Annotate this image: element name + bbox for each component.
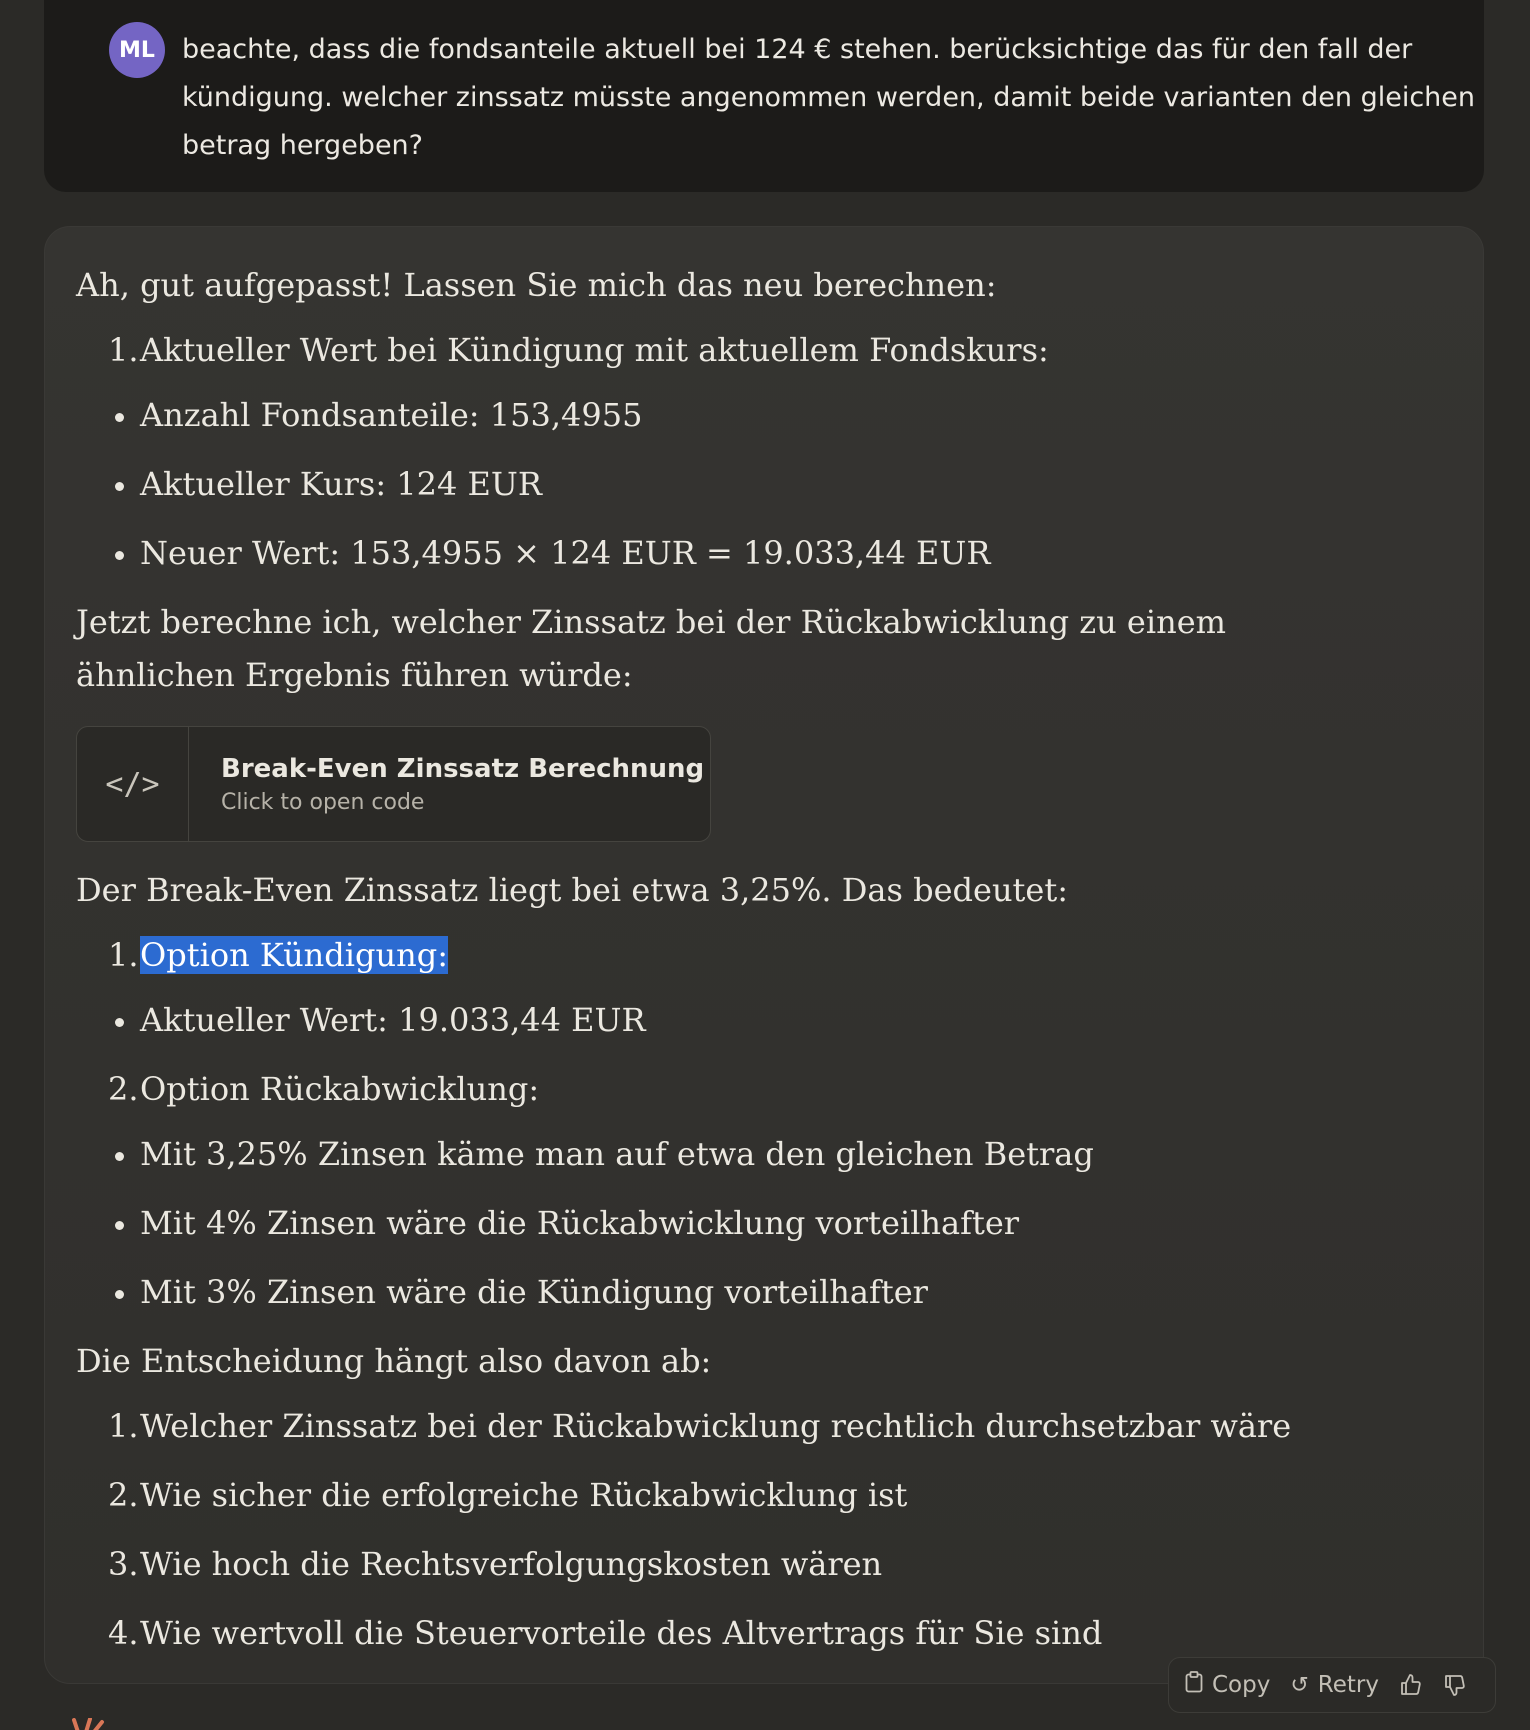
assistant-content — [76, 259, 1456, 1672]
bullet-dot — [115, 551, 124, 560]
list-text: Wie wertvoll die Steuervorteile des Altvertrags für Sie sind — [140, 1614, 1103, 1652]
thumbs-down-icon — [1443, 1673, 1467, 1697]
bullet-text: Mit 4% Zinsen wäre die Rückabwicklung vorteilhafter — [140, 1204, 1020, 1242]
user-message-text: beachte, dass die fondsanteile aktuell bei 124 € stehen. berücksichtige das für den fall der kündigung. welcher zinssatz müsste angenommen werden, damit beide varianten den gleichen betrag hergeben? — [182, 34, 1476, 161]
list-item — [76, 324, 1456, 377]
bullet-item — [76, 1266, 1456, 1319]
bullet-text: Mit 3% Zinsen wäre die Kündigung vorteilhafter — [140, 1273, 928, 1311]
selected-text: Option Kündigung: — [140, 936, 448, 974]
artifact-title: Break-Even Zinssatz Berechnung — [221, 754, 705, 784]
bullet-item — [76, 1128, 1456, 1181]
claude-logo-icon — [72, 1716, 116, 1730]
list-text: Welcher Zinssatz bei der Rückabwicklung rechtlich durchsetzbar wäre — [140, 1407, 1292, 1445]
thumbs-up-icon — [1399, 1673, 1423, 1697]
bullet-text: Anzahl Fondsanteile: 153,4955 — [140, 396, 643, 434]
bullet-item — [76, 1197, 1456, 1250]
bullet-item — [76, 458, 1456, 511]
bullet-dot — [115, 482, 124, 491]
bullet-dot — [115, 1152, 124, 1161]
list-text: Aktueller Wert bei Kündigung mit aktuellem Fondskurs: — [140, 331, 1049, 369]
list-text: Wie hoch die Rechtsverfolgungskosten wären — [140, 1545, 883, 1583]
artifact-meta — [189, 727, 704, 841]
list-item — [76, 1400, 1456, 1453]
paragraph: Die Entscheidung hängt also davon ab: — [76, 1342, 712, 1380]
user-avatar[interactable]: ML — [109, 22, 165, 78]
list-text: Option Rückabwicklung: — [140, 1070, 540, 1108]
thumbs-down-button[interactable] — [1443, 1673, 1467, 1697]
user-message — [44, 0, 1484, 192]
retry-icon: ↺ — [1290, 1672, 1309, 1698]
list-number: 1. — [108, 331, 139, 369]
retry-button[interactable] — [1290, 1672, 1379, 1698]
list-item — [76, 1469, 1456, 1522]
list-item — [76, 1538, 1456, 1591]
message-toolbar — [1168, 1657, 1496, 1713]
copy-button[interactable] — [1185, 1671, 1270, 1699]
paragraph: Der Break-Even Zinssatz liegt bei etwa 3,25%. Das bedeutet: — [76, 871, 1068, 909]
bullet-text: Mit 3,25% Zinsen käme man auf etwa den gleichen Betrag — [140, 1135, 1094, 1173]
list-number: 3. — [108, 1545, 139, 1583]
bullet-item — [76, 527, 1456, 580]
artifact-card[interactable] — [76, 726, 711, 842]
bullet-text: Neuer Wert: 153,4955 × 124 EUR = 19.033,44 EUR — [140, 534, 991, 572]
bullet-text: Aktueller Wert: 19.033,44 EUR — [140, 1001, 646, 1039]
list-text: Wie sicher die erfolgreiche Rückabwicklung ist — [140, 1476, 908, 1514]
copy-label: Copy — [1212, 1672, 1271, 1698]
list-number: 2. — [108, 1476, 139, 1514]
retry-label: Retry — [1317, 1672, 1379, 1698]
list-number: 1. — [108, 936, 139, 974]
bullet-item — [76, 389, 1456, 442]
thumbs-up-button[interactable] — [1399, 1673, 1423, 1697]
list-item — [76, 1607, 1456, 1660]
code-icon: </> — [77, 727, 189, 841]
paragraph: Jetzt berechne ich, welcher Zinssatz bei der Rückabwicklung zu einem ähnlichen Ergebnis führen würde: — [76, 603, 1226, 694]
list-item — [76, 1063, 1456, 1116]
bullet-dot — [115, 1290, 124, 1299]
intro-paragraph: Ah, gut aufgepasst! Lassen Sie mich das neu berechnen: — [76, 266, 997, 304]
artifact-subtitle: Click to open code — [221, 790, 425, 815]
assistant-message — [44, 226, 1484, 1684]
clipboard-icon-svg — [1185, 1671, 1203, 1693]
list-number: 2. — [108, 1070, 139, 1108]
bullet-dot — [115, 1018, 124, 1027]
claude-logo-svg — [72, 1718, 116, 1730]
list-item — [76, 929, 1456, 982]
bullet-text: Aktueller Kurs: 124 EUR — [140, 465, 542, 503]
bullet-dot — [115, 1221, 124, 1230]
bullet-dot — [115, 413, 124, 422]
list-number: 1. — [108, 1407, 139, 1445]
clipboard-icon — [1185, 1671, 1203, 1699]
bullet-item — [76, 994, 1456, 1047]
list-number: 4. — [108, 1614, 139, 1652]
